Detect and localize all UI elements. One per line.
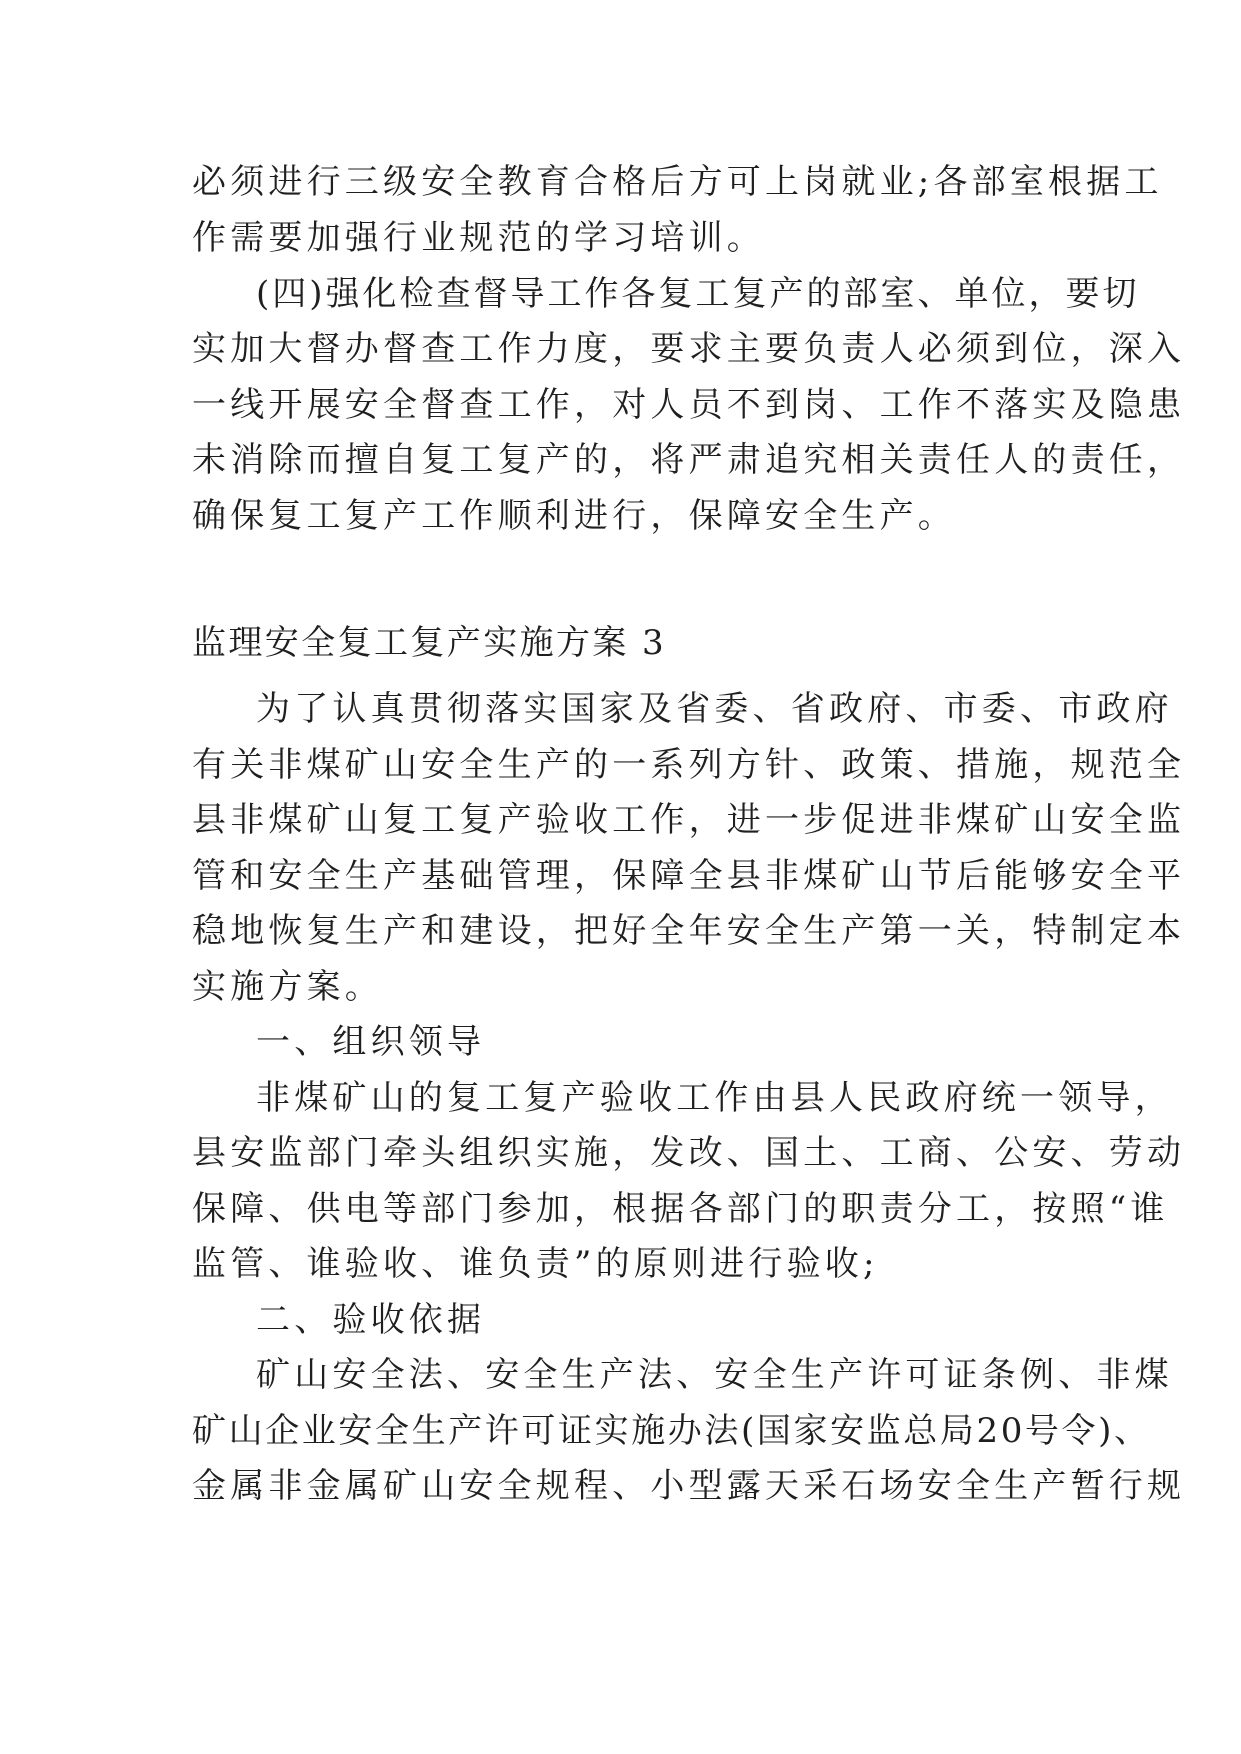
paragraph-line: 稳地恢复生产和建设，把好全年安全生产第一关，特制定本	[192, 911, 1186, 951]
paragraph-line: 管和安全生产基础管理，保障全县非煤矿山节后能够安全平	[192, 856, 1186, 896]
section-title: 监理安全复工复产实施方案 3	[192, 623, 667, 663]
paragraph-line: 未消除而擅自复工复产的，将严肃追究相关责任人的责任，	[192, 440, 1186, 480]
paragraph-line: 确保复工复产工作顺利进行，保障安全生产。	[192, 496, 956, 536]
paragraph-line: 实加大督办督查工作力度，要求主要负责人必须到位，深入	[192, 329, 1186, 369]
paragraph-line: 作需要加强行业规范的学习培训。	[192, 218, 765, 258]
paragraph-line: 为了认真贯彻落实国家及省委、省政府、市委、市政府	[256, 689, 1173, 729]
paragraph-line: 金属非金属矿山安全规程、小型露天采石场安全生产暂行规	[192, 1466, 1186, 1506]
paragraph-line: 矿山企业安全生产许可证实施办法(国家安监总局20号令)、	[192, 1411, 1151, 1451]
paragraph-line: 有关非煤矿山安全生产的一系列方针、政策、措施，规范全	[192, 745, 1186, 785]
paragraph-line: 保障、供电等部门参加，根据各部门的职责分工，按照“谁	[192, 1189, 1169, 1229]
subheading: 二、验收依据	[256, 1300, 486, 1340]
paragraph-line: 矿山安全法、安全生产法、安全生产许可证条例、非煤	[256, 1355, 1173, 1395]
paragraph-line: 监管、谁验收、谁负责”的原则进行验收;	[192, 1244, 879, 1284]
subheading: 一、组织领导	[256, 1022, 486, 1062]
paragraph-line: 非煤矿山的复工复产验收工作由县人民政府统一领导，	[256, 1078, 1173, 1118]
paragraph-line: 县安监部门牵头组织实施，发改、国土、工商、公安、劳动	[192, 1133, 1186, 1173]
paragraph-line: 必须进行三级安全教育合格后方可上岗就业;各部室根据工	[192, 162, 1163, 202]
paragraph-line: (四)强化检查督导工作各复工复产的部室、单位，要切	[256, 274, 1140, 314]
paragraph-line: 实施方案。	[192, 967, 383, 1007]
paragraph-line: 一线开展安全督查工作，对人员不到岗、工作不落实及隐患	[192, 385, 1186, 425]
paragraph-line: 县非煤矿山复工复产验收工作，进一步促进非煤矿山安全监	[192, 800, 1186, 840]
